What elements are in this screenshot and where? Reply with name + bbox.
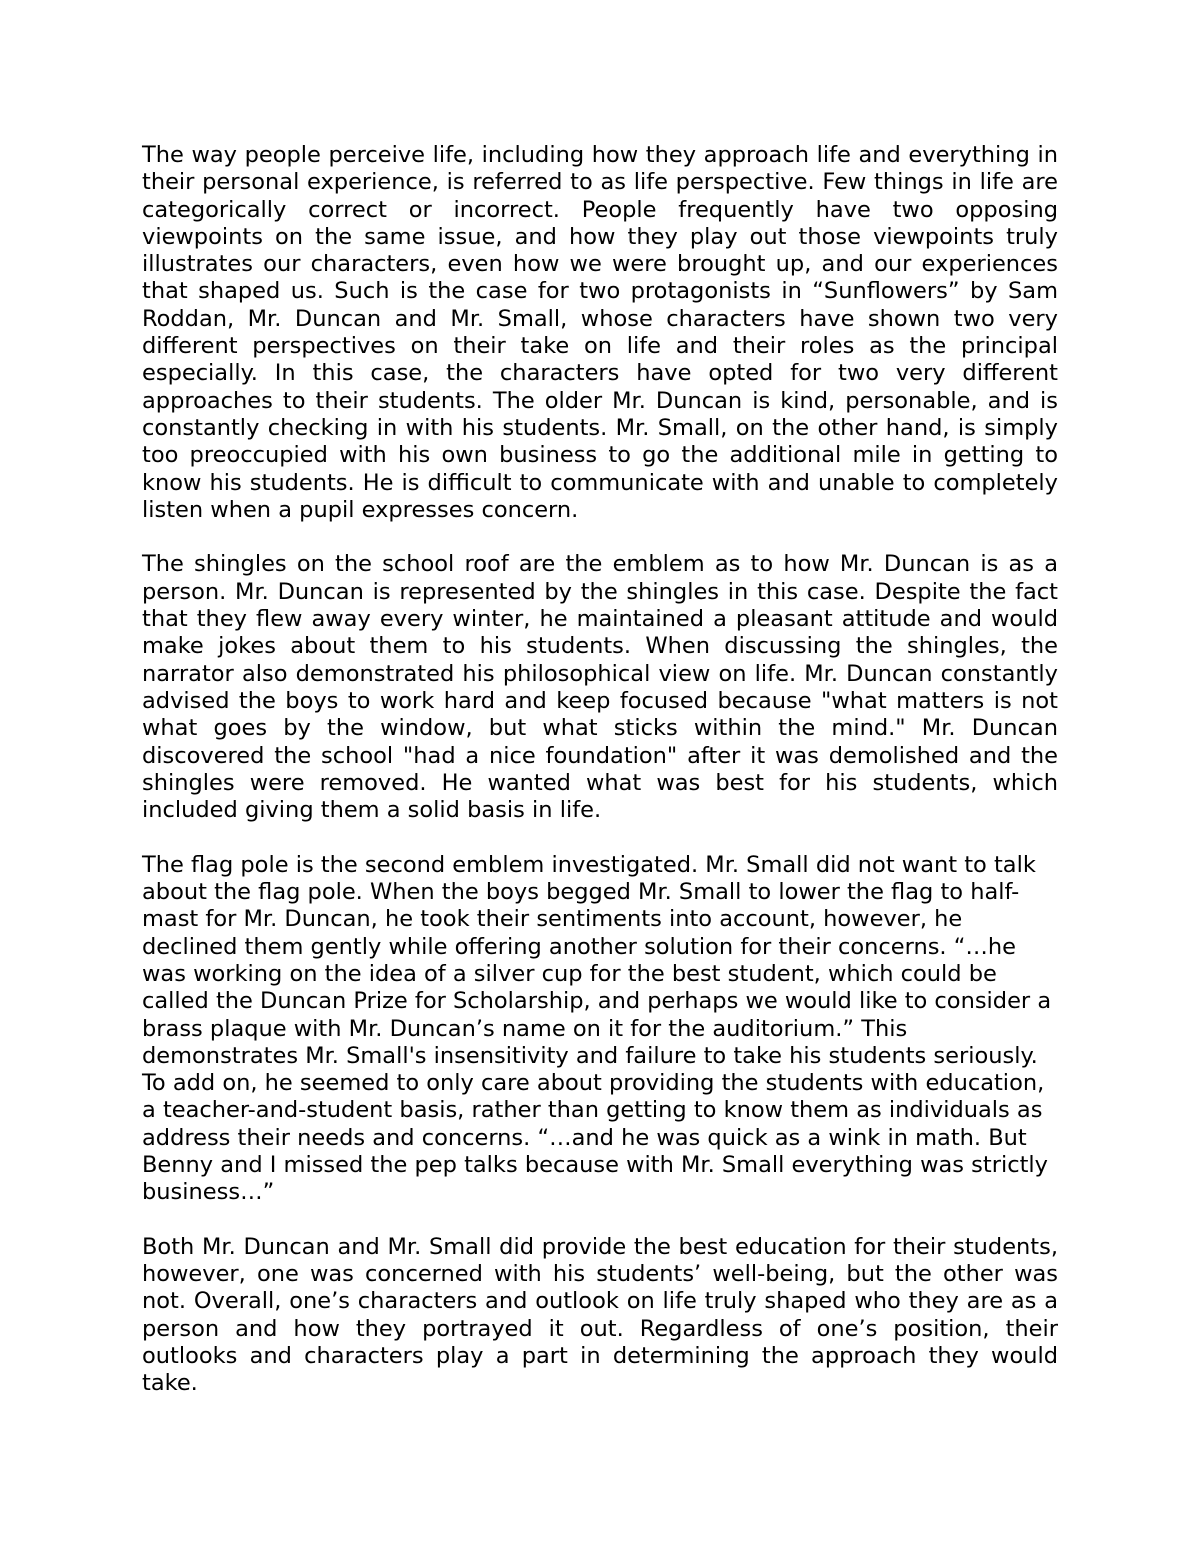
paragraph-flag-pole-emblem: The flag pole is the second emblem investigated. Mr. Small did not want to talk about the flag pole. When the boys begged Mr. Small to lower the flag to half-mast for Mr. Duncan, he took their sentiments into account, however, he declined them gently while offering another solution for their concerns. “…he was working on the idea of a silver cup for the best student, which could be called the Duncan Prize for Scholarship, and perhaps we would like to consider a brass plaque with Mr. Duncan’s name on it for the auditorium.” This demonstrates Mr. Small's insensitivity and failure to take his students seriously. To add on, he seemed to only care about providing the students with education, a teacher-and-student basis, rather than getting to know them as individuals as address their needs and concerns. “…and he was quick as a wink in math. But Benny and I missed the pep talks because with Mr. Small everything was strictly business…” [142,851,1052,1206]
paragraph-shingles-emblem: The shingles on the school roof are the emblem as to how Mr. Duncan is as a person. Mr. Duncan is represented by the shingles in this case. Despite the fact that they flew away every winter, he maintained a pleasant attitude and would make jokes about them to his students. When discussing the shingles, the narrator also demonstrated his philosophical view on life. Mr. Duncan constantly advised the boys to work hard and keep focused because "what matters is not what goes by the window, but what sticks within the mind." Mr. Duncan discovered the school "had a nice foundation" after it was demolished and the shingles were removed. He wanted what was best for his students, which included giving them a solid basis in life. [142,551,1058,824]
document-body [142,142,1058,1425]
paragraph-conclusion: Both Mr. Duncan and Mr. Small did provide the best education for their students, however, one was concerned with his students’ well-being, but the other was not. Overall, one’s characters and outlook on life truly shaped who they are as a person and how they portrayed it out. Regardless of one’s position, their outlooks and characters play a part in determining the approach they would take. [142,1233,1058,1397]
paragraph-life-perspective: The way people perceive life, including how they approach life and everything in their personal experience, is referred to as life perspective. Few things in life are categorically correct or incorrect. People frequently have two opposing viewpoints on the same issue, and how they play out those viewpoints truly illustrates our characters, even how we were brought up, and our experiences that shaped us. Such is the case for two protagonists in “Sunflowers” by Sam Roddan, Mr. Duncan and Mr. Small, whose characters have shown two very different perspectives on their take on life and their roles as the principal especially. In this case, the characters have opted for two very different approaches to their students. The older Mr. Duncan is kind, personable, and is constantly checking in with his students. Mr. Small, on the other hand, is simply too preoccupied with his own business to go the additional mile in getting to know his students. He is difficult to communicate with and unable to completely listen when a pupil expresses concern. [142,142,1058,523]
